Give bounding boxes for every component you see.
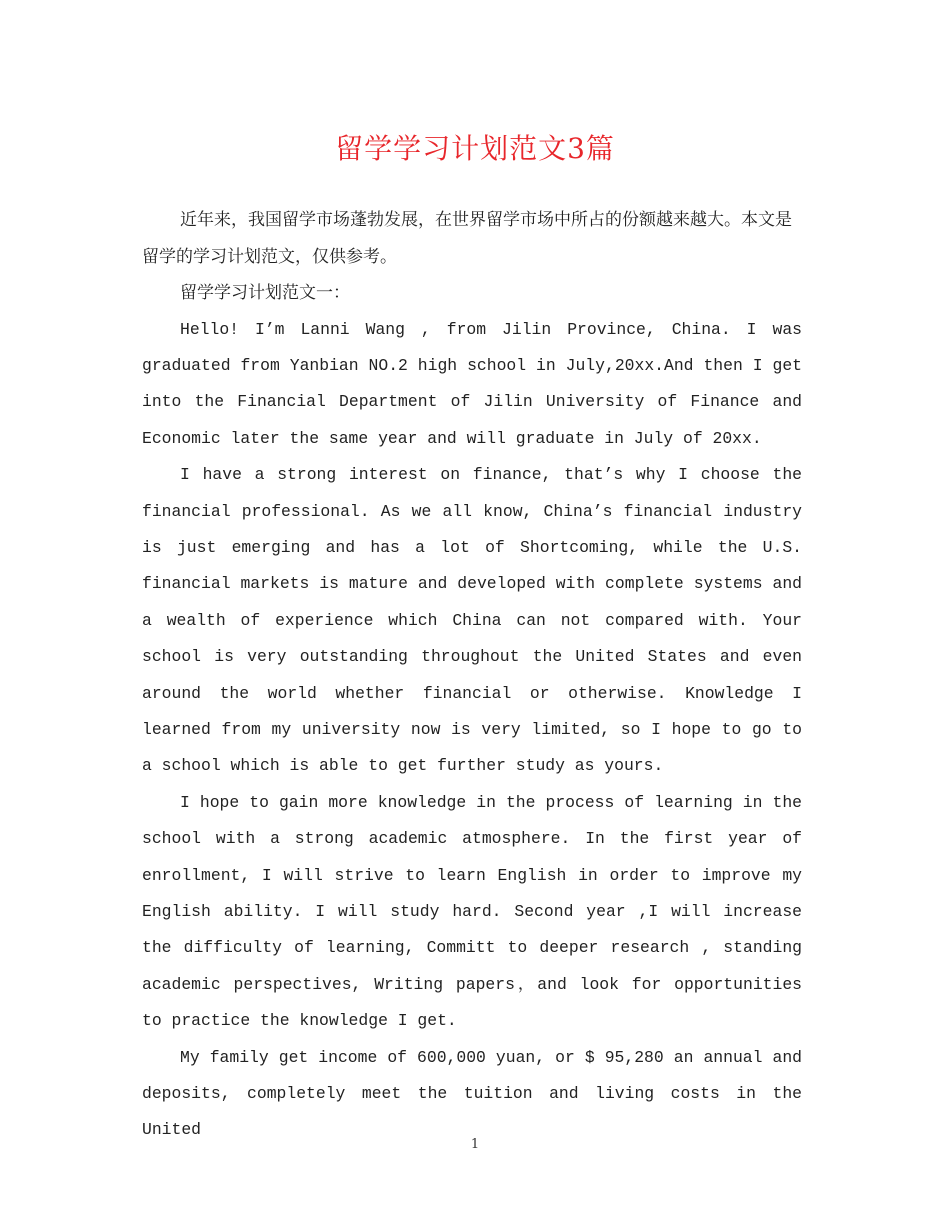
body-paragraph-2: I have a strong interest on finance, that’s why I choose the financial professional. As we all know, China’s financial industry is just emerging and has a lot of Shortcoming, while the U.S. financial markets is mature and developed with complete systems and a wealth of experience which China can not compared with. Your school is very outstanding throughout the United States and even around the world whether financial or otherwise. Knowledge I learned from my university now is very limited, so I hope to go to a school which is able to get further study as yours. (142, 465, 802, 776)
page-number: 1 (470, 1137, 480, 1152)
body-paragraph-3: I hope to gain more knowledge in the process of learning in the school with a strong academic atmosphere. In the first year of enrollment, I will strive to learn English in order to improve my English ability. I will study hard. Second year ,I will increase the difficulty of learning, Committ to deeper research , standing academic perspectives, Writing papers，and look for opportunities to practice the knowledge I get. (142, 792, 802, 1031)
body-paragraph-1: Hello! I’m Lanni Wang , from Jilin Province, China. I was graduated from Yanbian NO.2 high school in July,20xx.And then I get into the Financial Department of Jilin University of Finance and Economic later the same year and will graduate in July of 20xx. (142, 319, 802, 448)
section-heading: 留学学习计划范文一： (180, 283, 350, 303)
document-body (142, 202, 802, 1149)
body-paragraph-4: My family get income of 600,000 yuan, or $ 95,280 an annual and deposits, completely meet the tuition and living costs in the United (142, 1047, 802, 1140)
intro-paragraph: 近年来，我国留学市场蓬勃发展，在世界留学市场中所占的份额越来越大。本文是留学的学习计划范文，仅供参考。 (142, 210, 792, 267)
document-title: 留学学习计划范文3篇 (335, 132, 615, 165)
